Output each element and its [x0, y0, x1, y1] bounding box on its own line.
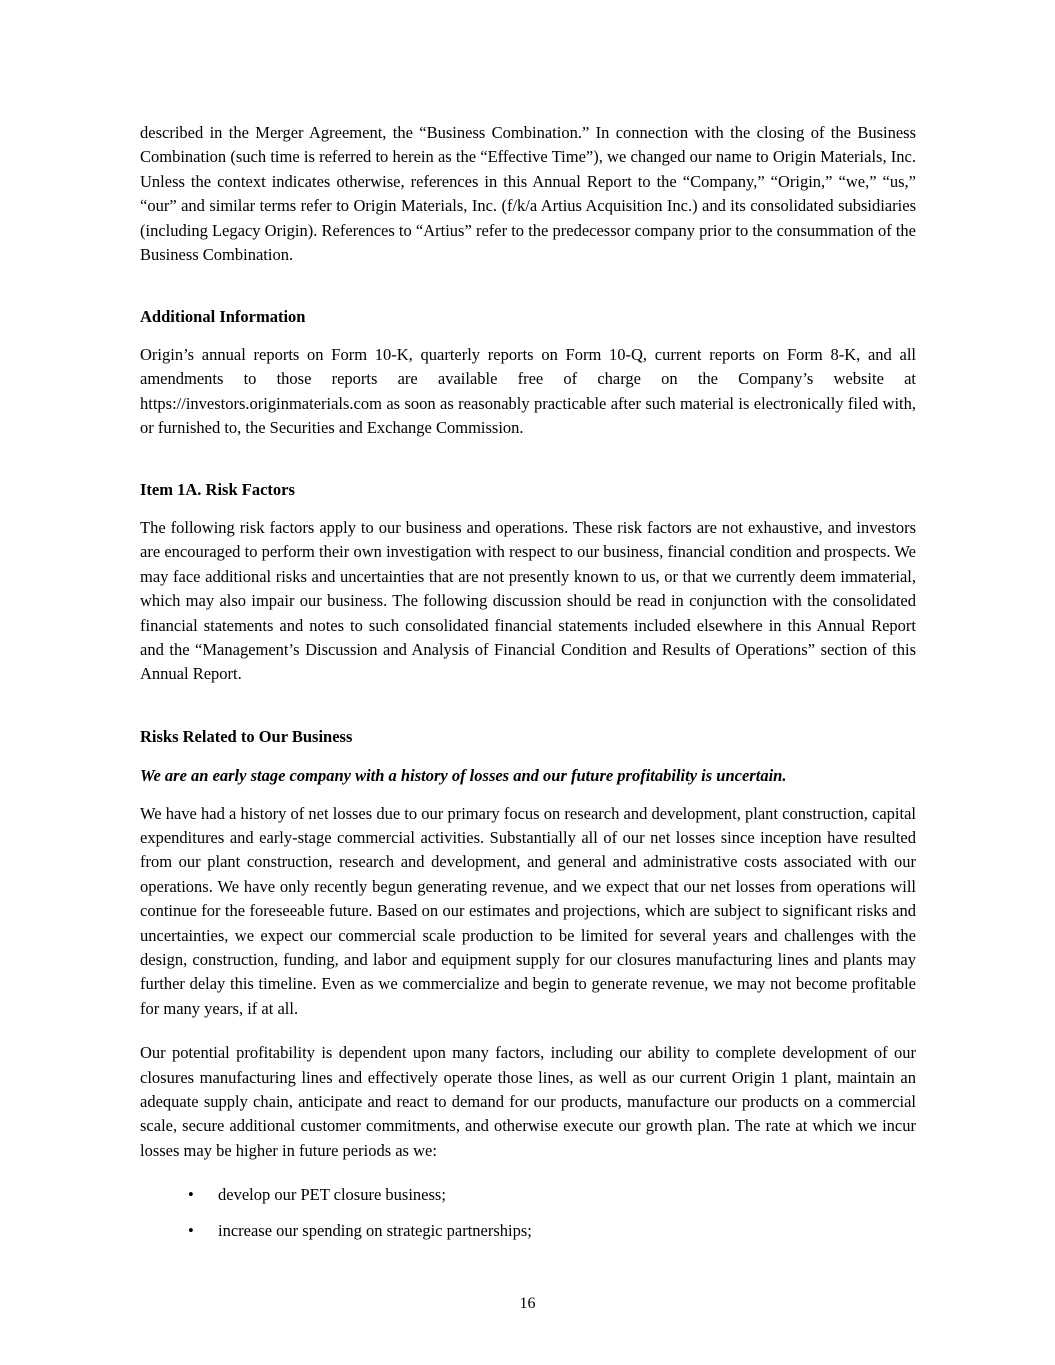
bullet-text-strategic-partnerships: increase our spending on strategic partnerships;: [218, 1220, 532, 1240]
bullet-icon: •: [188, 1185, 194, 1205]
list-item: [140, 1219, 916, 1243]
paragraph-potential-profitability: Our potential profitability is dependent upon many factors, including our ability to complete development of our closures manufacturing lines and effectively operate those lines, as well as our current Origin 1 plant, maintain an adequate supply chain, anticipate and react to demand for our products, manufacture our products on a commercial scale, secure additional customer commitments, and otherwise execute our growth plan. The rate at which we incur losses may be higher in future periods as we:: [140, 1043, 916, 1160]
paragraph-merger-continuation: described in the Merger Agreement, the “Business Combination.” In connection with the closing of the Business Combination (such time is referred to herein as the “Effective Time”), we changed our name to Origin Materials, Inc. Unless the context indicates otherwise, references in this Annual Report to the “Company,” “Origin,” “we,” “us,” “our” and similar terms refer to Origin Materials, Inc. (f/k/a Artius Acquisition Inc.) and its consolidated subsidiaries (including Legacy Origin). References to “Artius” refer to the predecessor company prior to the consummation of the Business Combination.: [140, 123, 916, 265]
heading-risks-related-to-business: Risks Related to Our Business: [140, 726, 353, 746]
heading-early-stage-company-risk: We are an early stage company with a history of losses and our future profitability is uncertain.: [140, 766, 787, 786]
paragraph-additional-information: Origin’s annual reports on Form 10-K, quarterly reports on Form 10-Q, current reports on Form 8-K, and all amendments to those reports are available free of charge on the Company’s website at https://investors.originmaterials.com as soon as reasonably practicable after such material is electronically filed with, or furnished to, the Securities and Exchange Commission.: [140, 344, 916, 438]
list-item: [140, 1183, 916, 1207]
bullet-text-pet-closure: develop our PET closure business;: [218, 1185, 446, 1205]
risk-bullet-list: [140, 1183, 916, 1243]
page-number: 16: [519, 1295, 536, 1312]
bullet-icon: •: [188, 1220, 194, 1240]
heading-item-1a-risk-factors: Item 1A. Risk Factors: [140, 480, 295, 500]
heading-additional-information: Additional Information: [140, 307, 306, 327]
paragraph-risk-factors-intro: The following risk factors apply to our business and operations. These risk factors are not exhaustive, and investors are encouraged to perform their own investigation with respect to our business, financial condition and prospects. We may face additional risks and uncertainties that are not presently known to us, or that we currently deem immaterial, which may also impair our business. The following discussion should be read in conjunction with the consolidated financial statements and notes to such consolidated financial statements included elsewhere in this Annual Report and the “Management’s Discussion and Analysis of Financial Condition and Results of Operations” section of this Annual Report.: [140, 517, 916, 684]
paragraph-history-of-losses: We have had a history of net losses due to our primary focus on research and development, plant construction, capital expenditures and early-stage commercial activities. Substantially all of our net losses since inception have resulted from our plant construction, research and development, and general and administrative costs associated with our operations. We have only recently begun generating revenue, and we expect that our net losses from operations will continue for the foreseeable future. Based on our estimates and projections, which are subject to significant risks and uncertainties, we expect our commercial scale production to be limited for several years and challenges with the design, construction, funding, and labor and equipment supply for our closures manufacturing lines and plants may further delay this timeline. Even as we commercialize and begin to generate revenue, we may not become profitable for many years, if at all.: [140, 803, 916, 1018]
